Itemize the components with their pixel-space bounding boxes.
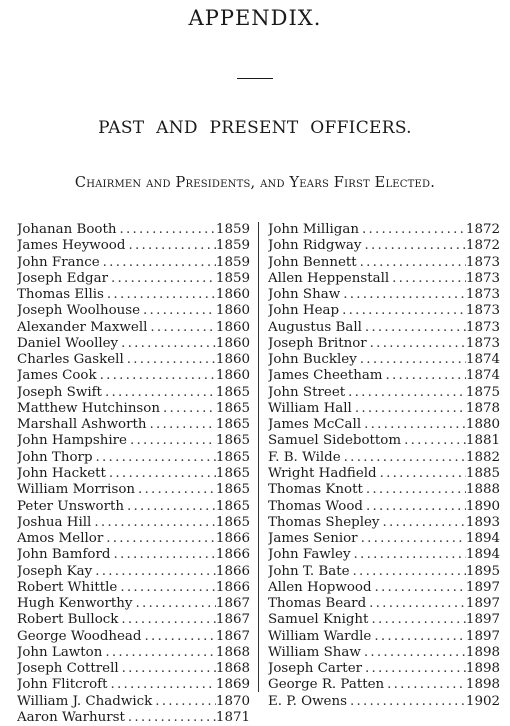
officer-year: 1894 [465,531,500,547]
officer-entry [17,677,250,693]
officer-year: 1898 [465,644,500,660]
officer-name: Augustus Ball [268,319,362,335]
appendix-title: APPENDIX. [188,6,322,30]
officer-name: John Fawley [268,547,351,563]
officer-year: 1866 [215,531,250,547]
officer-entry [17,222,250,238]
officer-name: Allen Hopwood [268,579,372,595]
officer-entry [17,255,250,271]
officer-name: Thomas Wood [268,498,363,514]
officer-name: William Shaw [268,644,361,660]
officer-name: John Hackett [17,465,106,481]
officer-entry [268,596,500,612]
dot-leader [383,368,466,384]
dot-leader [135,482,216,498]
officer-entry [17,352,250,368]
officer-name: Robert Bullock [17,612,119,628]
officer-name: George R. Patten [268,677,385,693]
officer-name: James Cheetham [268,368,383,384]
officer-year: 1859 [215,238,250,254]
officer-name: F. B. Wilde [268,449,341,465]
officers-title: PAST AND PRESENT OFFICERS. [98,118,412,138]
officer-entry [268,531,500,547]
officer-year: 1897 [465,612,500,628]
officer-year: 1867 [215,596,250,612]
officer-name: William Hall [268,400,352,416]
officer-entry [17,612,250,628]
dot-leader [345,385,466,401]
officer-entry [268,271,500,287]
officer-year: 1859 [215,254,250,270]
officer-name: Matthew Hutchinson [17,400,160,416]
officer-name: Joseph Edgar [17,270,108,286]
officer-year: 1868 [215,644,250,660]
officer-name: Joseph Woolhouse [17,303,141,319]
dot-leader [97,368,216,384]
officer-entry [268,629,500,645]
dot-leader [119,661,216,677]
dot-leader [118,612,216,628]
officer-name: Amos Mellor [17,531,104,547]
officer-name: Aaron Warhurst [17,709,125,725]
officer-entry [17,271,250,287]
officer-name: John Ridgway [268,238,362,254]
officer-entry [268,401,500,417]
dot-leader [357,255,466,271]
officer-year: 1870 [215,693,250,709]
officer-entry [268,661,500,677]
officer-name: William J. Chadwick [17,693,153,709]
dot-leader [358,531,466,547]
officer-year: 1865 [215,482,250,498]
officer-year: 1868 [215,661,250,677]
officer-entry [268,336,500,352]
officer-year: 1865 [215,514,250,530]
dot-leader [104,287,216,303]
dot-leader [367,336,466,352]
officer-entry [17,531,250,547]
officer-name: Thomas Shepley [268,514,380,530]
dot-leader [92,564,216,580]
officer-entry [17,417,250,433]
officer-year: 1873 [465,335,500,351]
officer-entry [17,450,250,466]
dot-leader [350,564,466,580]
officer-entry [268,287,500,303]
officer-name: Wright Hadfield [268,465,377,481]
title-divider [237,78,273,79]
officer-entry [268,433,500,449]
officer-year: 1865 [215,417,250,433]
officer-name: Robert Whittle [17,579,118,595]
officer-year: 1898 [465,677,500,693]
officer-year: 1873 [465,254,500,270]
officer-year: 1872 [465,238,500,254]
officer-name: John Flitcroft [17,677,108,693]
dot-leader [127,433,216,449]
officer-year: 1860 [215,303,250,319]
officer-year: 1888 [465,482,500,498]
dot-leader [107,677,215,693]
officer-name: Joseph Kay [17,563,93,579]
officer-name: Samuel Sidebottom [268,433,402,449]
dot-leader [117,222,216,238]
officer-year: 1860 [215,287,250,303]
dot-leader [100,255,216,271]
dot-leader [362,320,466,336]
dot-leader [339,303,466,319]
officer-entry [17,645,250,661]
officer-name: Joseph Cottrell [17,661,119,677]
officer-name: Peter Unsworth [17,498,125,514]
officer-entry [17,287,250,303]
officer-year: 1866 [215,547,250,563]
officers-list-left [17,222,250,726]
officer-name: John Buckley [268,352,357,368]
dot-leader [401,433,466,449]
officer-entry [17,238,250,254]
officer-year: 1873 [465,319,500,335]
dot-leader [361,417,466,433]
officer-name: James Heywood [17,238,126,254]
officer-entry [17,596,250,612]
officer-year: 1869 [215,677,250,693]
officer-year: 1885 [465,465,500,481]
officer-year: 1897 [465,579,500,595]
dot-leader [341,450,466,466]
officer-year: 1880 [465,417,500,433]
officer-name: William Wardle [268,628,372,644]
officer-name: Thomas Knott [268,482,363,498]
dot-leader [361,238,465,254]
officer-year: 1878 [465,400,500,416]
officer-name: John T. Bate [268,563,350,579]
officer-entry [268,352,500,368]
officer-year: 1866 [215,563,250,579]
officer-year: 1882 [465,449,500,465]
officer-year: 1871 [215,709,250,725]
officer-year: 1860 [215,319,250,335]
officer-entry [268,694,500,710]
dot-leader [124,499,216,515]
column-divider [258,222,259,692]
officer-year: 1865 [215,384,250,400]
officer-entry [17,303,250,319]
dot-leader [363,499,466,515]
officer-entry [17,661,250,677]
section-title: Chairmen and Presidents, and Years First Elected. [74,175,436,191]
officer-entry [17,499,250,515]
dot-leader [359,222,466,238]
officer-name: John France [17,254,100,270]
officer-entry [17,401,250,417]
officer-year: 1874 [465,352,500,368]
officer-year: 1894 [465,547,500,563]
dot-leader [117,580,216,596]
dot-leader [125,238,215,254]
officer-entry [17,482,250,498]
officer-name: John Shaw [268,287,341,303]
officer-name: John Lawton [17,644,103,660]
officer-name: John Bamford [17,547,111,563]
officer-name: Johanan Booth [17,222,117,237]
officer-entry [17,368,250,384]
officer-year: 1859 [215,222,250,237]
officer-name: John Bennett [268,254,357,270]
officer-entry [268,368,500,384]
dot-leader [352,401,466,417]
officer-year: 1898 [465,661,500,677]
dot-leader [103,531,216,547]
officer-entry [17,320,250,336]
officer-name: Hugh Kenworthy [17,596,133,612]
officer-entry [268,612,500,628]
dot-leader [125,710,216,726]
officer-year: 1860 [215,352,250,368]
officer-entry [268,547,500,563]
officer-entry [17,694,250,710]
officer-year: 1902 [465,693,500,709]
officer-year: 1895 [465,563,500,579]
officer-name: Daniel Woolley [17,335,119,351]
dot-leader [351,547,466,563]
officer-entry [268,238,500,254]
officer-year: 1867 [215,628,250,644]
officer-entry [17,547,250,563]
dot-leader [124,352,216,368]
officer-entry [268,303,500,319]
dot-leader [142,629,216,645]
officer-entry [268,222,500,238]
officer-name: Allen Heppenstall [268,270,390,286]
dot-leader [347,694,466,710]
dot-leader [102,645,216,661]
officer-entry [268,515,500,531]
officer-year: 1866 [215,579,250,595]
officer-entry [268,255,500,271]
officer-entry [268,320,500,336]
officer-year: 1860 [215,335,250,351]
officer-entry [17,433,250,449]
dot-leader [106,466,216,482]
officer-year: 1859 [215,270,250,286]
officer-year: 1872 [465,222,500,237]
officer-name: George Woodhead [17,628,142,644]
officer-year: 1865 [215,449,250,465]
dot-leader [357,352,466,368]
officer-entry [268,385,500,401]
dot-leader [372,580,466,596]
officer-name: John Hampshire [17,433,127,449]
officer-year: 1865 [215,433,250,449]
officer-name: E. P. Owens [268,693,347,709]
officer-year: 1873 [465,287,500,303]
officer-year: 1881 [465,433,500,449]
officer-entry [17,580,250,596]
officer-name: Joseph Carter [268,661,363,677]
officer-name: John Milligan [268,222,359,237]
officer-entry [268,450,500,466]
officer-year: 1897 [465,596,500,612]
officer-name: James Cook [17,368,97,384]
officer-name: Thomas Ellis [17,287,104,303]
dot-leader [110,547,215,563]
officer-entry [17,336,250,352]
dot-leader [371,629,466,645]
dot-leader [102,385,216,401]
officer-entry [17,515,250,531]
dot-leader [389,271,466,287]
officer-name: James McCall [268,417,362,433]
officer-entry [268,417,500,433]
officers-list-right [268,222,500,710]
officer-name: Alexander Maxwell [17,319,148,335]
officer-name: Charles Gaskell [17,352,124,368]
officer-year: 1897 [465,628,500,644]
officer-year: 1875 [465,384,500,400]
dot-leader [152,694,216,710]
dot-leader [380,515,466,531]
officer-year: 1860 [215,368,250,384]
officer-year: 1867 [215,612,250,628]
officer-entry [17,385,250,401]
officer-name: John Street [268,384,346,400]
dot-leader [340,287,466,303]
officer-name: Joshua Hill [17,514,92,530]
officer-entry [268,677,500,693]
officer-entry [17,564,250,580]
officer-year: 1874 [465,368,500,384]
officer-year: 1873 [465,303,500,319]
officer-name: John Heap [268,303,340,319]
officer-name: Joseph Swift [17,384,102,400]
dot-leader [377,466,466,482]
officer-name: William Morrison [17,482,136,498]
dot-leader [147,320,216,336]
officer-entry [17,466,250,482]
officer-entry [268,466,500,482]
officer-year: 1865 [215,498,250,514]
dot-leader [368,612,465,628]
officer-entry [17,710,250,726]
dot-leader [108,271,216,287]
officer-name: James Senior [268,531,358,547]
dot-leader [118,336,216,352]
dot-leader [132,596,215,612]
dot-leader [363,482,466,498]
officer-year: 1865 [215,465,250,481]
dot-leader [140,303,216,319]
officer-entry [268,482,500,498]
dot-leader [147,417,216,433]
officer-name: Joseph Britnor [268,335,367,351]
dot-leader [93,450,216,466]
dot-leader [361,645,466,661]
dot-leader [160,401,216,417]
officer-entry [268,564,500,580]
officer-name: John Thorp [17,449,93,465]
dot-leader [366,596,466,612]
dot-leader [362,661,466,677]
dot-leader [384,677,466,693]
officer-name: Samuel Knight [268,612,369,628]
officer-name: Thomas Beard [268,596,367,612]
officer-year: 1893 [465,514,500,530]
officer-name: Marshall Ashworth [17,417,147,433]
officer-year: 1865 [215,400,250,416]
officer-year: 1873 [465,270,500,286]
officer-entry [17,629,250,645]
dot-leader [91,515,216,531]
officer-entry [268,580,500,596]
officer-year: 1890 [465,498,500,514]
officer-entry [268,499,500,515]
officer-entry [268,645,500,661]
